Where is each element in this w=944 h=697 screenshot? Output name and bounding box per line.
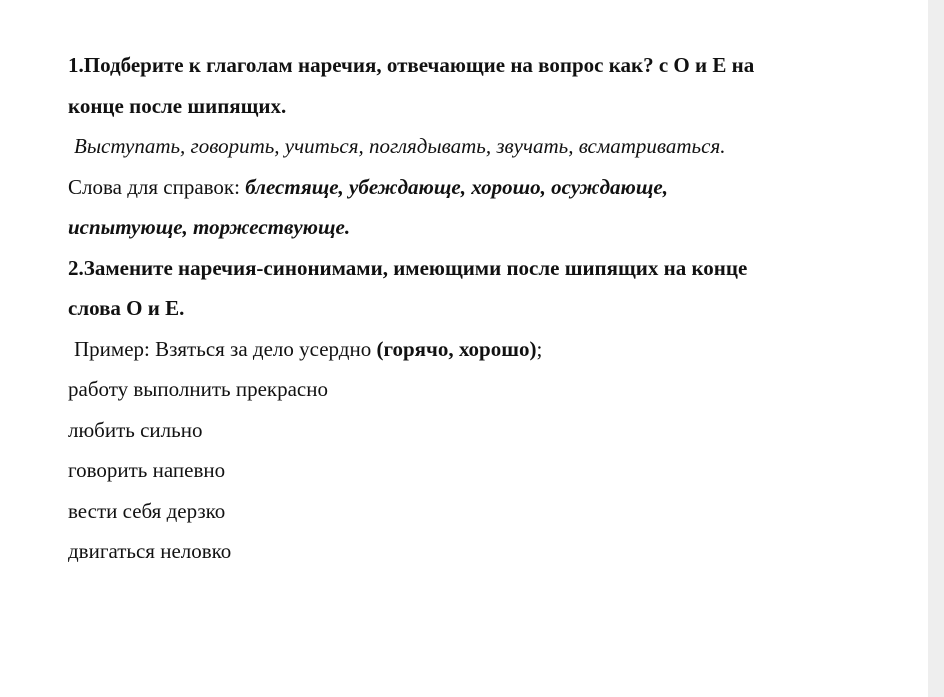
reference-label: Слова для справок: <box>68 174 246 199</box>
task1-heading-line2: конце после шипящих. <box>68 93 287 118</box>
list-item: работу выполнить прекрасно <box>68 377 328 401</box>
list-item: вести себя дерзко <box>68 498 226 523</box>
example-end: ; <box>536 336 543 361</box>
example-answer: (горячо, хорошо) <box>376 336 537 361</box>
list-item: говорить напевно <box>68 458 226 482</box>
list-item: двигаться неловко <box>68 539 232 563</box>
reference-words-part1: блестяще, убеждающе, хорошо, осуждающе, <box>245 174 668 199</box>
right-gutter <box>928 0 944 697</box>
task1-heading-line1: 1.Подберите к глаголам наречия, отвечающие на вопрос как? с О и Е на <box>68 53 755 77</box>
document-body <box>68 45 908 572</box>
task2-heading-line2: слова О и Е. <box>68 296 185 320</box>
task2-heading-line1: 2.Замените наречия-синонимами, имеющими после шипящих на конце <box>68 255 748 280</box>
task2-example <box>68 329 908 370</box>
task1-reference-line1 <box>68 167 908 208</box>
example-label: Пример: Взяться за дело усердно <box>74 336 377 361</box>
list-item: любить сильно <box>68 417 203 442</box>
reference-words-part2: испытующе, торжествующе. <box>68 215 351 239</box>
task1-verbs: Выступать, говорить, учиться, поглядывать, звучать, всматриваться. <box>74 134 726 158</box>
